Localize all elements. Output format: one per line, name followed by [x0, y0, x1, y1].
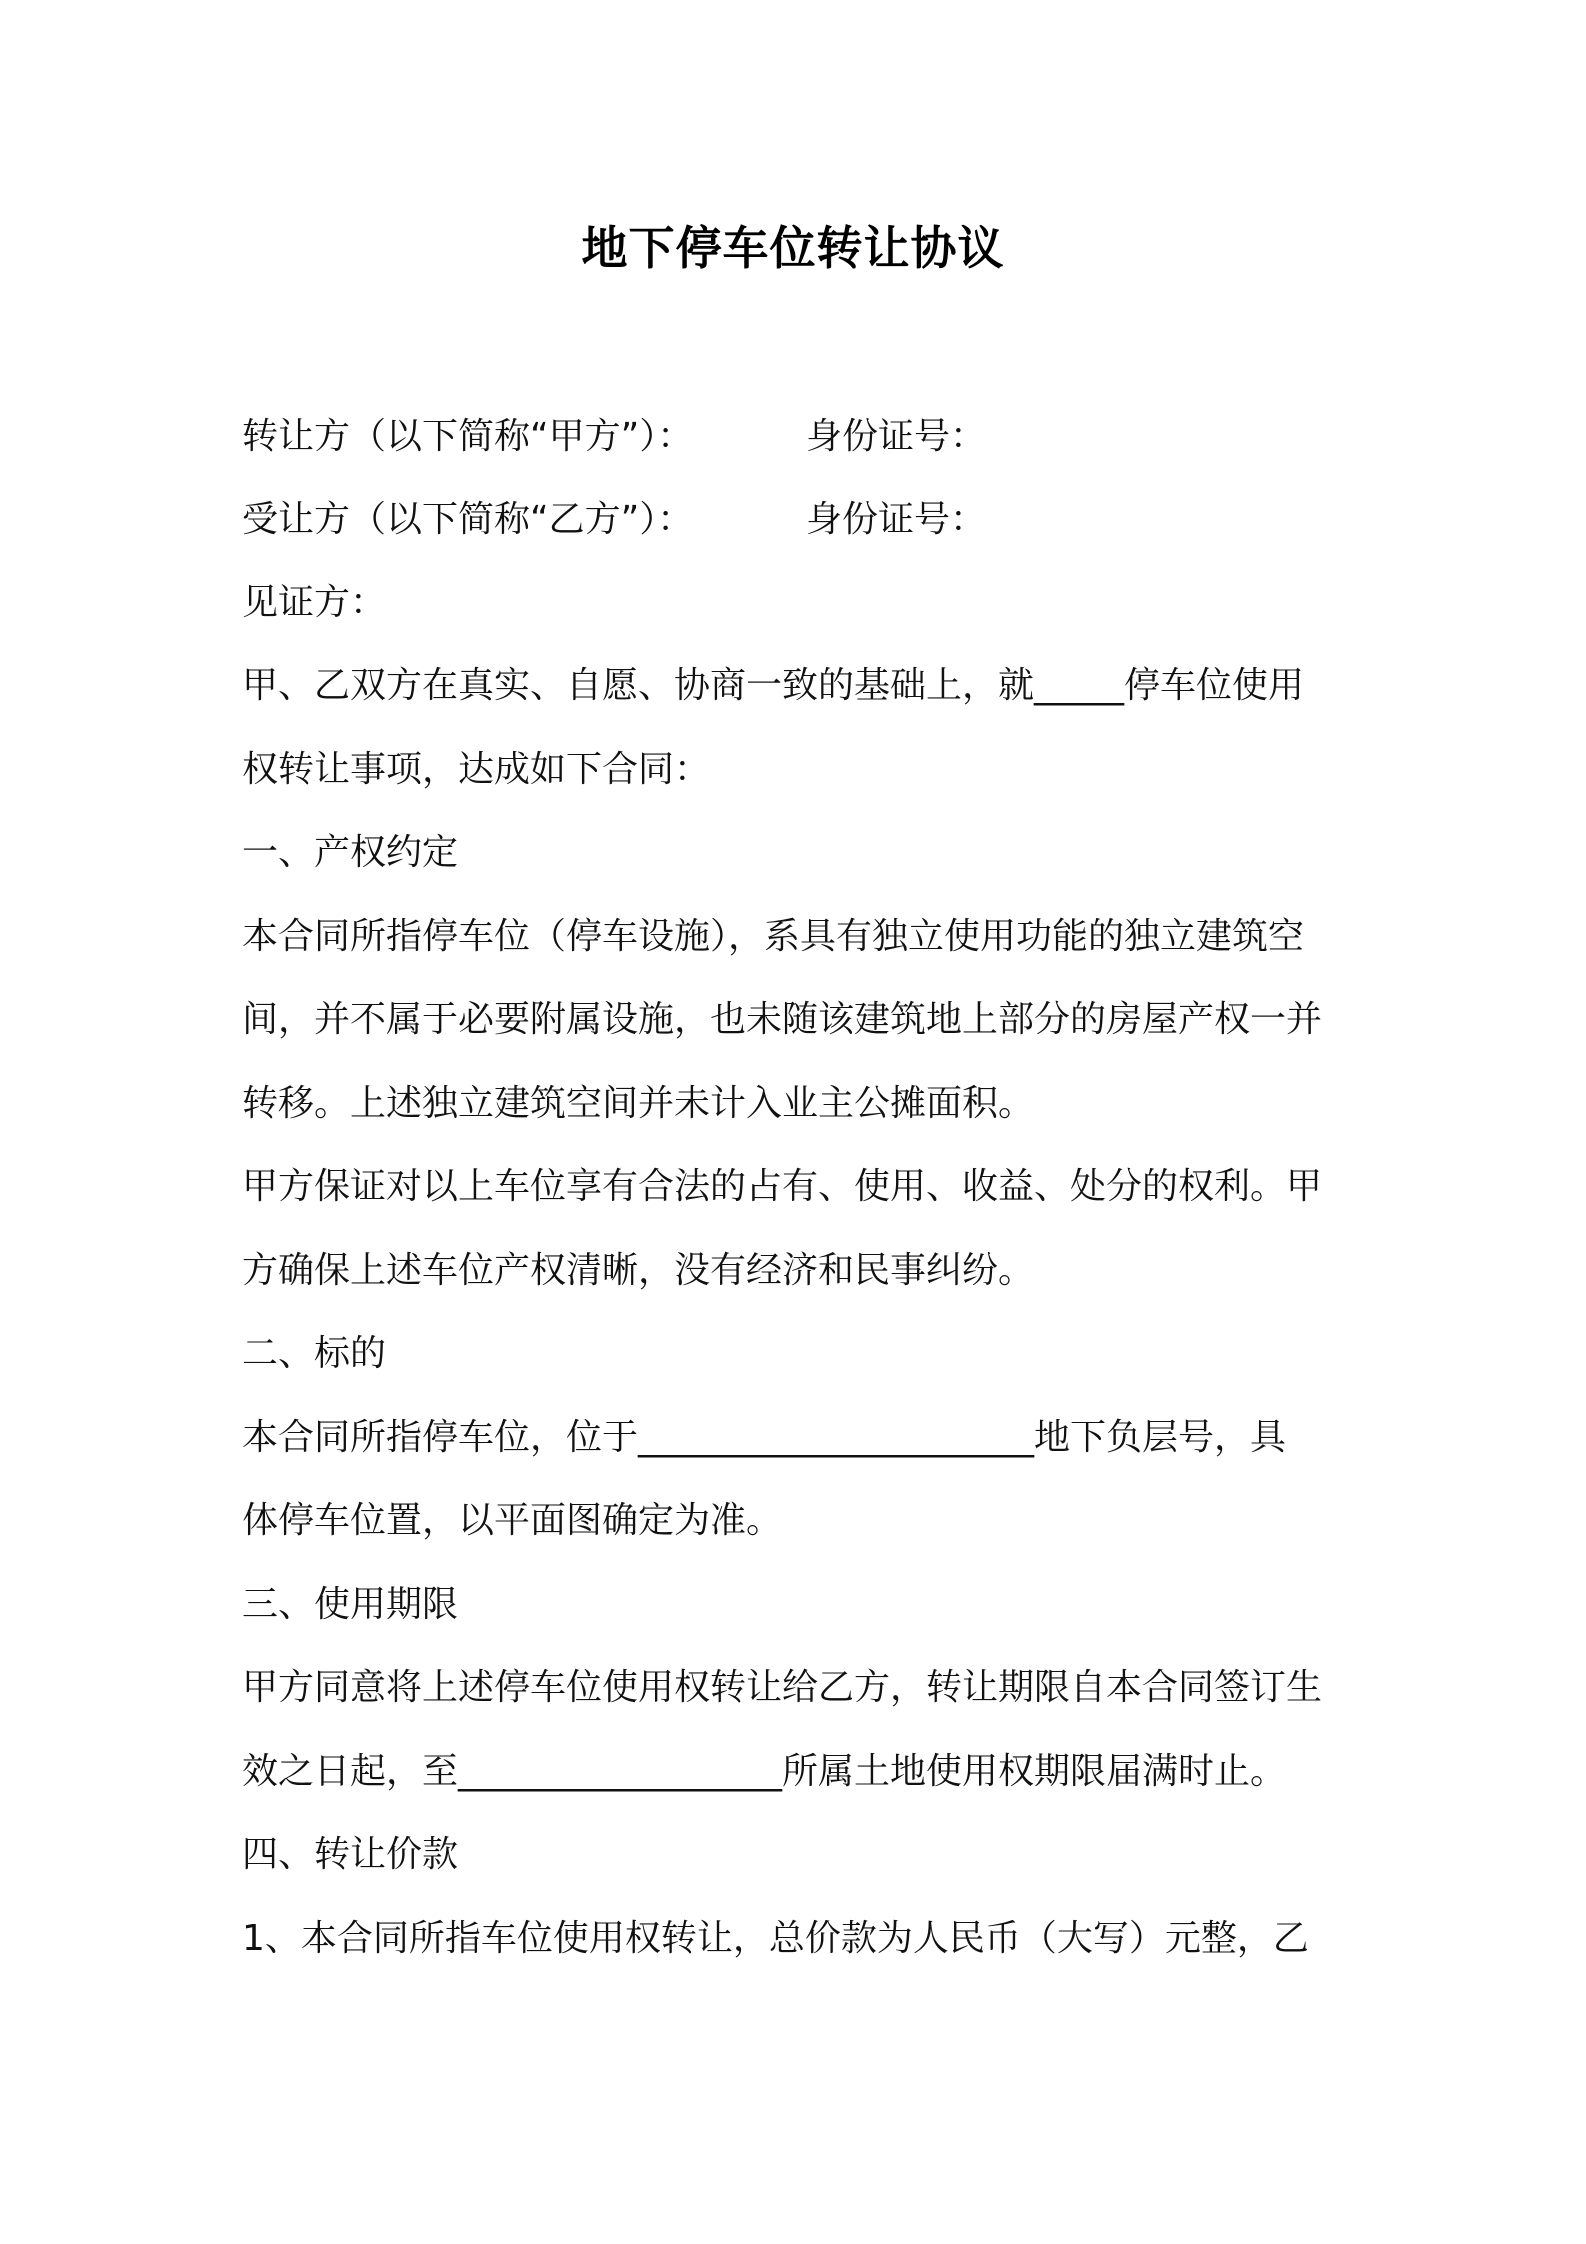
body-line: 权转让事项，达成如下合同： [242, 749, 711, 790]
body-line: 方确保上述车位产权清晰，没有经济和民事纠纷。 [242, 1250, 1035, 1291]
section-heading: 一、产权约定 [242, 832, 459, 873]
body-line: 体停车位置，以平面图确定为准。 [242, 1500, 783, 1541]
body-line: 间，并不属于必要附属设施，也未随该建筑地上部分的房屋产权一并 [242, 999, 1323, 1040]
body-line: 转移。上述独立建筑空间并未计入业主公摊面积。 [242, 1083, 1035, 1124]
body-line: 本合同所指停车位（停车设施），系具有独立使用功能的独立建筑空 [242, 916, 1305, 957]
body-line: 甲方保证对以上车位享有合法的占有、使用、收益、处分的权利。甲 [242, 1166, 1323, 1207]
transferor-label: 转让方（以下简称“甲方”）： [242, 416, 694, 457]
body-line: 效之日起，至__________________所属土地使用权期限届满时止。 [242, 1751, 1287, 1792]
transferee-label: 受让方（以下简称“乙方”）： [242, 499, 694, 540]
body-line: 甲方同意将上述停车位使用权转让给乙方，转让期限自本合同签订生 [242, 1667, 1323, 1708]
transferee-id-label: 身份证号： [806, 499, 987, 540]
body-line: 本合同所指停车位，位于______________________地下负层号，具 [242, 1417, 1287, 1458]
witness-label: 见证方： [242, 582, 387, 623]
section-heading: 三、使用期限 [242, 1584, 459, 1625]
body-line: 1、本合同所指车位使用权转让，总价款为人民币（大写）元整，乙 [242, 1918, 1309, 1959]
transferor-id-label: 身份证号： [806, 416, 987, 457]
body-line: 甲、乙双方在真实、自愿、协商一致的基础上，就_____停车位使用 [242, 665, 1305, 706]
section-heading: 二、标的 [242, 1333, 387, 1374]
document-title: 地下停车位转让协议 [581, 221, 1005, 275]
section-heading: 四、转让价款 [242, 1834, 459, 1875]
